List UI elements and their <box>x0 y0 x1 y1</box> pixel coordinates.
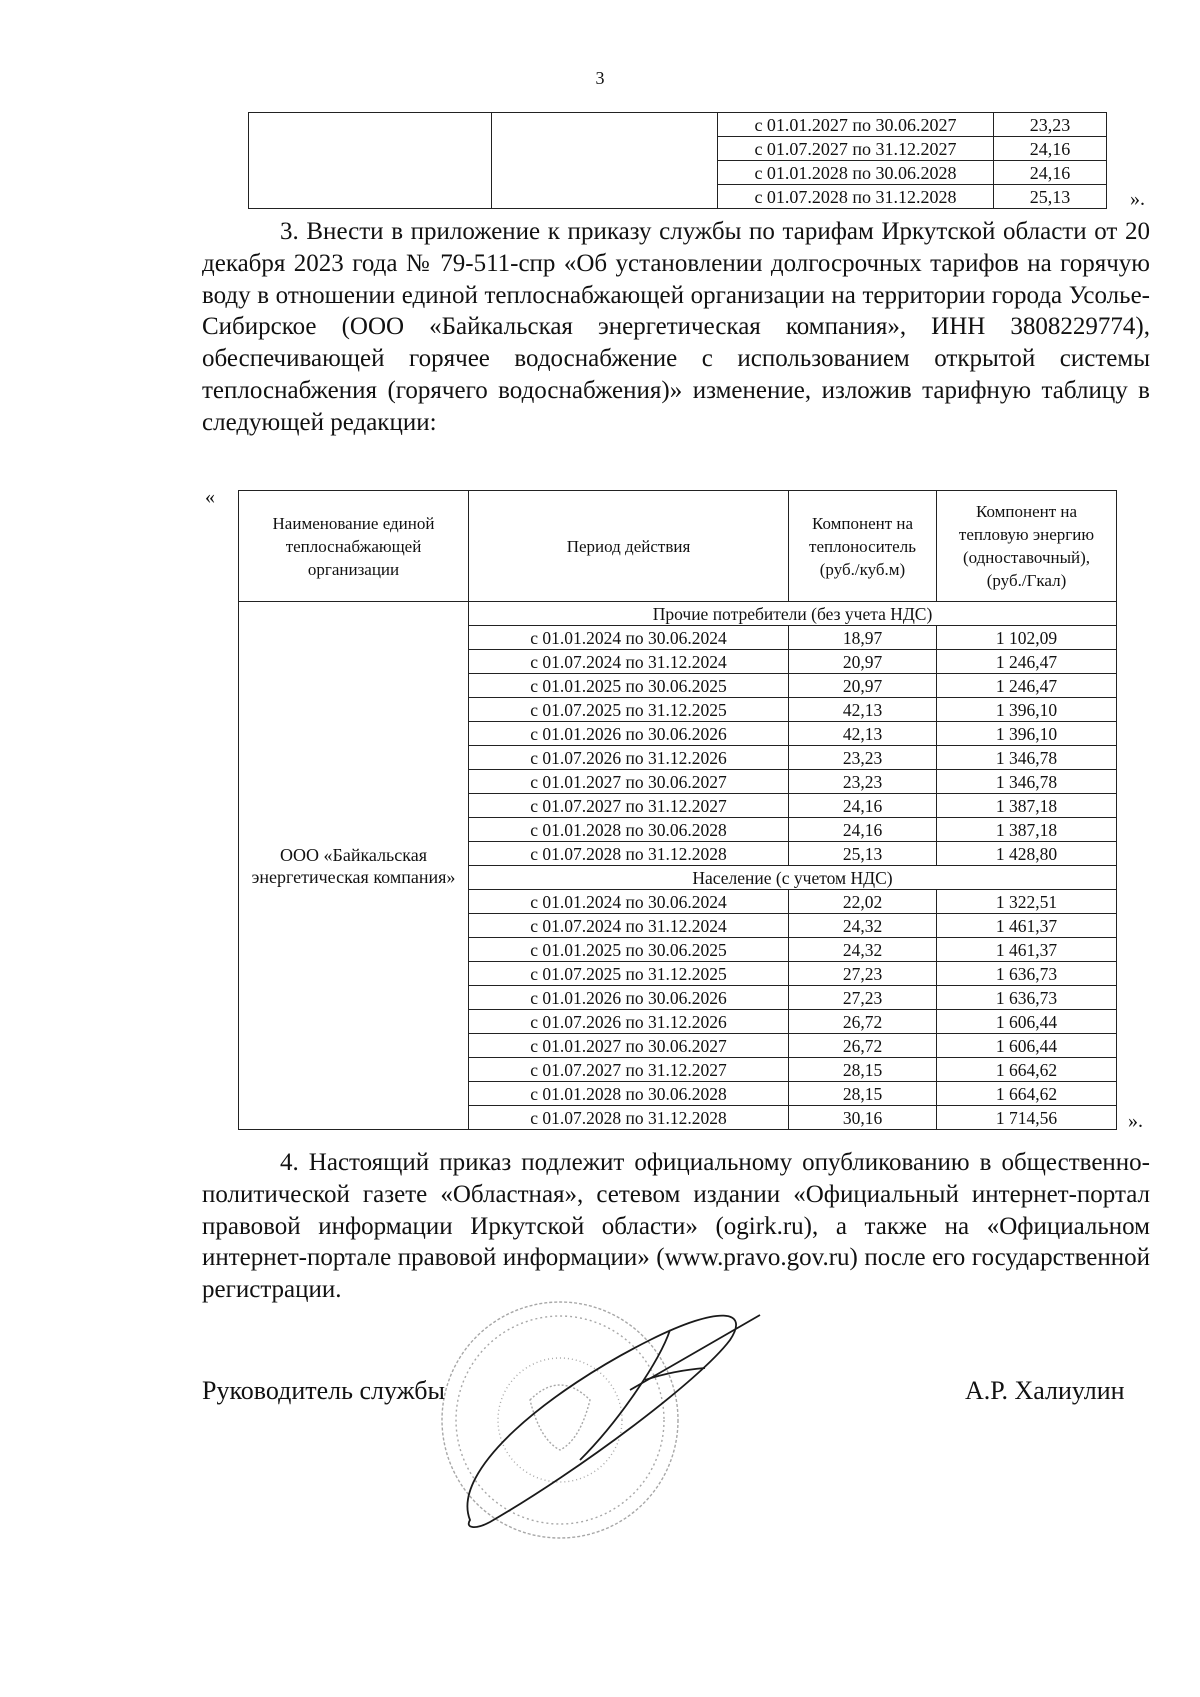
period-cell: с 01.07.2027 по 31.12.2027 <box>469 1058 789 1082</box>
period-cell: с 01.01.2025 по 30.06.2025 <box>469 674 789 698</box>
tariff-table-close-quote: ». <box>1128 1110 1143 1132</box>
period-cell: с 01.07.2026 по 31.12.2026 <box>469 1010 789 1034</box>
seal-stamp-icon <box>430 1270 770 1550</box>
coolant-cell: 27,23 <box>789 962 937 986</box>
header-coolant: Компонент на теплоноситель (руб./куб.м) <box>789 491 937 602</box>
group-title: Прочие потребители (без учета НДС) <box>469 602 1117 626</box>
period-cell: с 01.01.2024 по 30.06.2024 <box>469 890 789 914</box>
energy-cell: 1 396,10 <box>937 722 1117 746</box>
period-cell: с 01.07.2027 по 31.12.2027 <box>718 137 994 161</box>
energy-cell: 1 387,18 <box>937 794 1117 818</box>
period-cell: с 01.01.2026 по 30.06.2026 <box>469 722 789 746</box>
coolant-cell: 20,97 <box>789 674 937 698</box>
coolant-cell: 42,13 <box>789 722 937 746</box>
coolant-cell: 18,97 <box>789 626 937 650</box>
top-table-continuation <box>248 112 1107 209</box>
period-cell: с 01.01.2024 по 30.06.2024 <box>469 626 789 650</box>
group-title: Население (с учетом НДС) <box>469 866 1117 890</box>
coolant-cell: 24,32 <box>789 914 937 938</box>
coolant-cell: 23,23 <box>789 746 937 770</box>
signer-name: А.Р. Халиулин <box>965 1376 1125 1405</box>
period-cell: с 01.01.2027 по 30.06.2027 <box>718 113 994 137</box>
period-cell: с 01.07.2024 по 31.12.2024 <box>469 914 789 938</box>
period-cell: с 01.07.2027 по 31.12.2027 <box>469 794 789 818</box>
period-cell: с 01.01.2028 по 30.06.2028 <box>469 1082 789 1106</box>
energy-cell: 1 246,47 <box>937 674 1117 698</box>
energy-cell: 1 606,44 <box>937 1010 1117 1034</box>
value-cell: 24,16 <box>994 137 1107 161</box>
period-cell: с 01.07.2028 по 31.12.2028 <box>718 185 994 209</box>
value-cell: 23,23 <box>994 113 1107 137</box>
period-cell: с 01.07.2024 по 31.12.2024 <box>469 650 789 674</box>
header-energy: Компонент на тепловую энергию (одноставочный), (руб./Гкал) <box>937 491 1117 602</box>
signer-title: Руководитель службы <box>202 1376 445 1405</box>
coolant-cell: 23,23 <box>789 770 937 794</box>
energy-cell: 1 664,62 <box>937 1058 1117 1082</box>
coolant-cell: 28,15 <box>789 1058 937 1082</box>
energy-cell: 1 636,73 <box>937 962 1117 986</box>
energy-cell: 1 714,56 <box>937 1106 1117 1130</box>
period-cell: с 01.01.2028 по 30.06.2028 <box>718 161 994 185</box>
paragraph-4: 4. Настоящий приказ подлежит официальному опубликованию в общественно-политической газете «Областная», сетевом издании «Официальный интернет-портал правовой информации Иркутской области» (ogirk.ru), а также на «Официальном интернет-портале правовой информации» (www.pravo.gov.ru) после его государственной регистрации. <box>202 1149 1150 1304</box>
period-cell: с 01.01.2026 по 30.06.2026 <box>469 986 789 1010</box>
period-cell: с 01.07.2026 по 31.12.2026 <box>469 746 789 770</box>
tariff-table-open-quote: « <box>205 486 215 508</box>
value-cell: 24,16 <box>994 161 1107 185</box>
top-table-org-cell <box>249 113 492 209</box>
header-org: Наименование единой теплоснабжающей организации <box>239 491 469 602</box>
period-cell: с 01.07.2025 по 31.12.2025 <box>469 698 789 722</box>
energy-cell: 1 664,62 <box>937 1082 1117 1106</box>
top-table-blank-cell <box>492 113 718 209</box>
coolant-cell: 22,02 <box>789 890 937 914</box>
energy-cell: 1 396,10 <box>937 698 1117 722</box>
period-cell: с 01.07.2028 по 31.12.2028 <box>469 842 789 866</box>
energy-cell: 1 461,37 <box>937 938 1117 962</box>
header-period: Период действия <box>469 491 789 602</box>
coolant-cell: 25,13 <box>789 842 937 866</box>
coolant-cell: 26,72 <box>789 1034 937 1058</box>
page-number: 3 <box>595 68 605 88</box>
tariff-table-header-row <box>239 491 1117 602</box>
period-cell: с 01.07.2025 по 31.12.2025 <box>469 962 789 986</box>
energy-cell: 1 636,73 <box>937 986 1117 1010</box>
period-cell: с 01.01.2027 по 30.06.2027 <box>469 1034 789 1058</box>
coolant-cell: 24,32 <box>789 938 937 962</box>
energy-cell: 1 322,51 <box>937 890 1117 914</box>
coolant-cell: 27,23 <box>789 986 937 1010</box>
coolant-cell: 24,16 <box>789 794 937 818</box>
energy-cell: 1 461,37 <box>937 914 1117 938</box>
top-table-close-quote: ». <box>1130 188 1145 210</box>
energy-cell: 1 346,78 <box>937 770 1117 794</box>
coolant-cell: 30,16 <box>789 1106 937 1130</box>
energy-cell: 1 387,18 <box>937 818 1117 842</box>
coolant-cell: 42,13 <box>789 698 937 722</box>
energy-cell: 1 102,09 <box>937 626 1117 650</box>
value-cell: 25,13 <box>994 185 1107 209</box>
table-row <box>249 113 1107 137</box>
paragraph-3: 3. Внести в приложение к приказу службы по тарифам Иркутской области от 20 декабря 2023 года № 79-511-спр «Об установлении долгосрочных тарифов на горячую воду в отношении единой теплоснабжающей организации на территории города Усолье-Сибирское (ООО «Байкальская энергетическая компания», ИНН 3808229774), обеспечивающей горячее водоснабжение с использованием открытой системы теплоснабжения (горячего водоснабжения)» изменение, изложив тарифную таблицу в следующей редакции: <box>202 218 1150 436</box>
coolant-cell: 20,97 <box>789 650 937 674</box>
energy-cell: 1 346,78 <box>937 746 1117 770</box>
org-name-cell: ООО «Байкальская энергетическая компания» <box>239 602 469 1130</box>
group-row <box>239 602 1117 626</box>
period-cell: с 01.01.2027 по 30.06.2027 <box>469 770 789 794</box>
period-cell: с 01.01.2028 по 30.06.2028 <box>469 818 789 842</box>
energy-cell: 1 246,47 <box>937 650 1117 674</box>
coolant-cell: 24,16 <box>789 818 937 842</box>
energy-cell: 1 606,44 <box>937 1034 1117 1058</box>
coolant-cell: 26,72 <box>789 1010 937 1034</box>
coolant-cell: 28,15 <box>789 1082 937 1106</box>
period-cell: с 01.07.2028 по 31.12.2028 <box>469 1106 789 1130</box>
tariff-table <box>238 490 1117 1130</box>
energy-cell: 1 428,80 <box>937 842 1117 866</box>
period-cell: с 01.01.2025 по 30.06.2025 <box>469 938 789 962</box>
